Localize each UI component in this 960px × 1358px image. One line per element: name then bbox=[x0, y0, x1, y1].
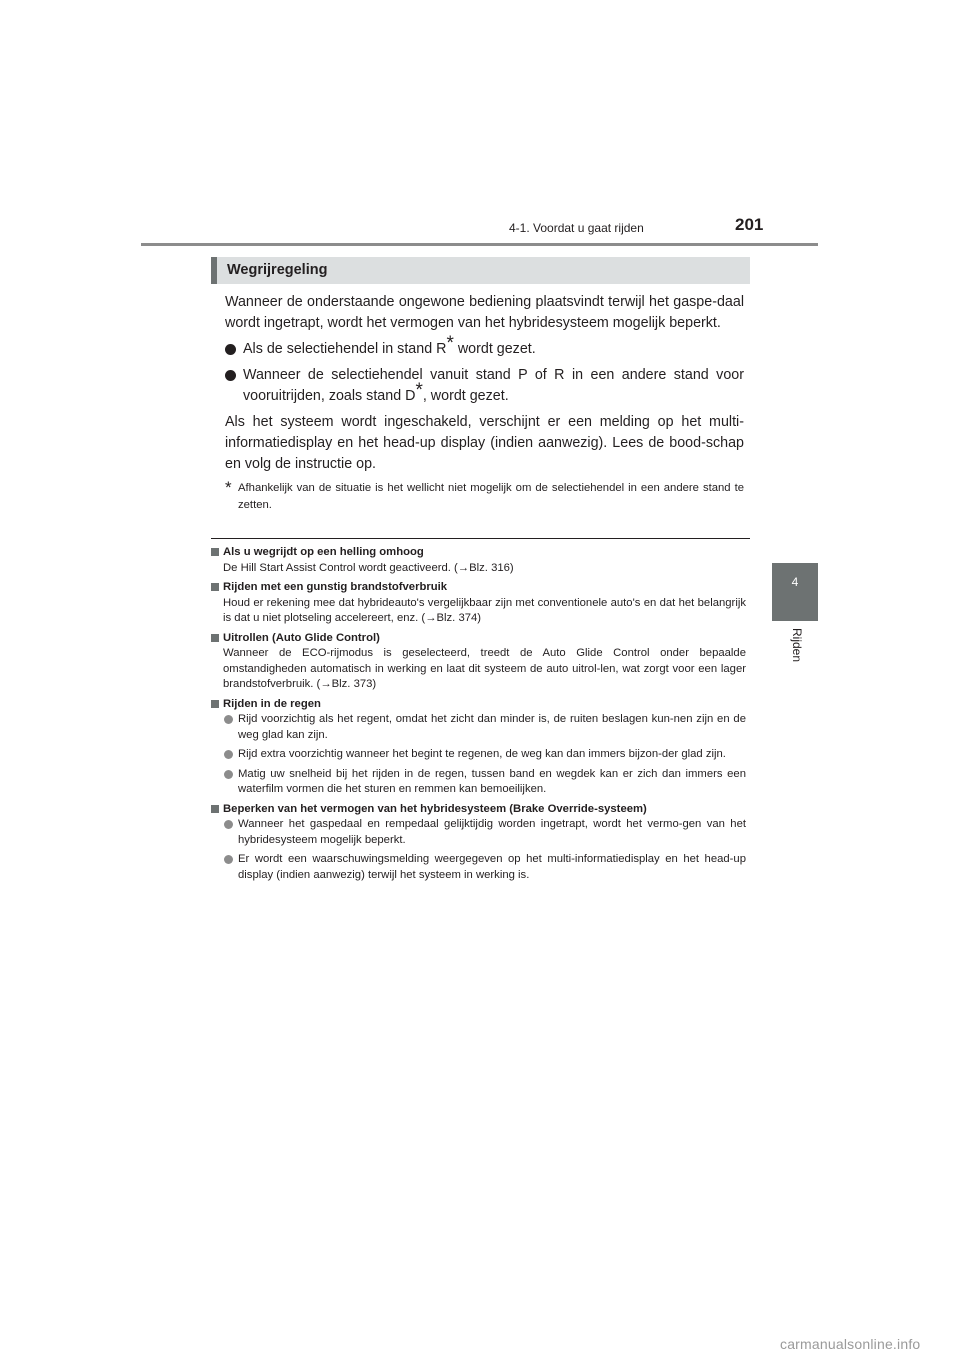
square-bullet-icon bbox=[211, 700, 219, 708]
list-item: Er wordt een waarschuwingsmelding weergegeven op het multi-informatiedisplay en het head-up display (indien aanwezig) terwijl het systeem in werking is. bbox=[211, 852, 746, 883]
list-item: Rijd extra voorzichtig wanneer het begint te regenen, de weg kan dan immers bijzon-der glad zijn. bbox=[211, 747, 746, 763]
footnote-text: Afhankelijk van de situatie is het wellicht niet mogelijk om de selectiehendel in een andere stand te zetten. bbox=[238, 482, 744, 511]
chapter-number: 4 bbox=[791, 575, 799, 589]
square-bullet-icon bbox=[211, 634, 219, 642]
list-item: Rijd voorzichtig als het regent, omdat het zicht dan minder is, de ruiten beslagen kun-nen zijn en de weg glad kan zijn. bbox=[211, 712, 746, 743]
section-divider bbox=[211, 538, 750, 539]
note-title: Als u wegrijdt op een helling omhoog bbox=[211, 545, 746, 561]
list-item: Wanneer het gaspedaal en rempedaal gelijktijdig worden ingetrapt, wordt het vermo-gen van het hybridesysteem mogelijk beperkt. bbox=[211, 817, 746, 848]
note-title: Beperken van het vermogen van het hybridesysteem (Brake Override-systeem) bbox=[211, 802, 746, 818]
square-bullet-icon bbox=[211, 805, 219, 813]
note-title: Uitrollen (Auto Glide Control) bbox=[211, 631, 746, 647]
notes-list bbox=[211, 545, 746, 887]
page-number: 201 bbox=[735, 215, 764, 234]
note-block bbox=[211, 631, 746, 693]
note-block bbox=[211, 697, 746, 798]
square-bullet-icon bbox=[211, 548, 219, 556]
note-body: De Hill Start Assist Control wordt geactiveerd. (→Blz. 316) bbox=[223, 561, 514, 574]
header-divider bbox=[141, 243, 818, 246]
header-section-title: 4-1. Voordat u gaat rijden bbox=[509, 221, 644, 235]
intro-paragraph: Wanneer de onderstaande ongewone bediening plaatsvindt terwijl het gaspe-daal wordt ingetrapt, wordt het vermogen van het hybridesysteem mogelijk beperkt. bbox=[225, 294, 744, 331]
asterisk-mark: * bbox=[415, 380, 423, 401]
bullet-dot-icon bbox=[224, 770, 233, 779]
bullet-dot-icon bbox=[224, 715, 233, 724]
bullet-item: Wanneer de selectiehendel vanuit stand P of R in een andere stand voor vooruitrijden, zoals stand D*, wordt gezet. bbox=[225, 365, 744, 407]
section-heading: Wegrijregeling bbox=[227, 262, 328, 278]
asterisk-mark: * bbox=[446, 333, 454, 354]
footnote bbox=[225, 480, 744, 514]
note-body: Houd er rekening mee dat hybrideauto's vergelijkbaar zijn met conventionele auto's en dat het belangrijk is dat u niet plotseling accelereert, enz. (→Blz. 374) bbox=[223, 596, 746, 624]
note-block bbox=[211, 545, 746, 576]
bullet-dot-icon bbox=[224, 855, 233, 864]
chapter-tab bbox=[772, 563, 818, 621]
bullet-dot-icon bbox=[225, 370, 236, 381]
chapter-label: Rijden bbox=[790, 628, 804, 663]
note-title: Rijden in de regen bbox=[211, 697, 746, 713]
section-body bbox=[225, 292, 744, 514]
note-block bbox=[211, 580, 746, 627]
outro-paragraph: Als het systeem wordt ingeschakeld, verschijnt er een melding op het multi-informatiedisplay en het head-up display (indien aanwezig). Lees de bood-schap en volg de instructie op. bbox=[225, 414, 744, 472]
note-title: Rijden met een gunstig brandstofverbruik bbox=[211, 580, 746, 596]
square-bullet-icon bbox=[211, 583, 219, 591]
section-heading-box bbox=[211, 257, 750, 284]
list-item: Matig uw snelheid bij het rijden in de regen, tussen band en wegdek kan er zich dan immers een waterfilm vormen die het sturen en remmen kan bemoeilijken. bbox=[211, 767, 746, 798]
bullet-dot-icon bbox=[224, 750, 233, 759]
bullet-item: Als de selectiehendel in stand R* wordt gezet. bbox=[225, 339, 744, 360]
note-body: Wanneer de ECO-rijmodus is geselecteerd, treedt de Auto Glide Control onder bepaalde omstandigheden automatisch in werking en laat dit systeem de auto uitrol-len, wat zorgt voor een lager brandstofverbruik. (→Blz. 373) bbox=[223, 647, 746, 690]
bullet-dot-icon bbox=[224, 820, 233, 829]
bullet-dot-icon bbox=[225, 344, 236, 355]
watermark: carmanualsonline.info bbox=[780, 1336, 921, 1352]
note-block bbox=[211, 802, 746, 884]
footnote-asterisk: * bbox=[225, 478, 232, 497]
